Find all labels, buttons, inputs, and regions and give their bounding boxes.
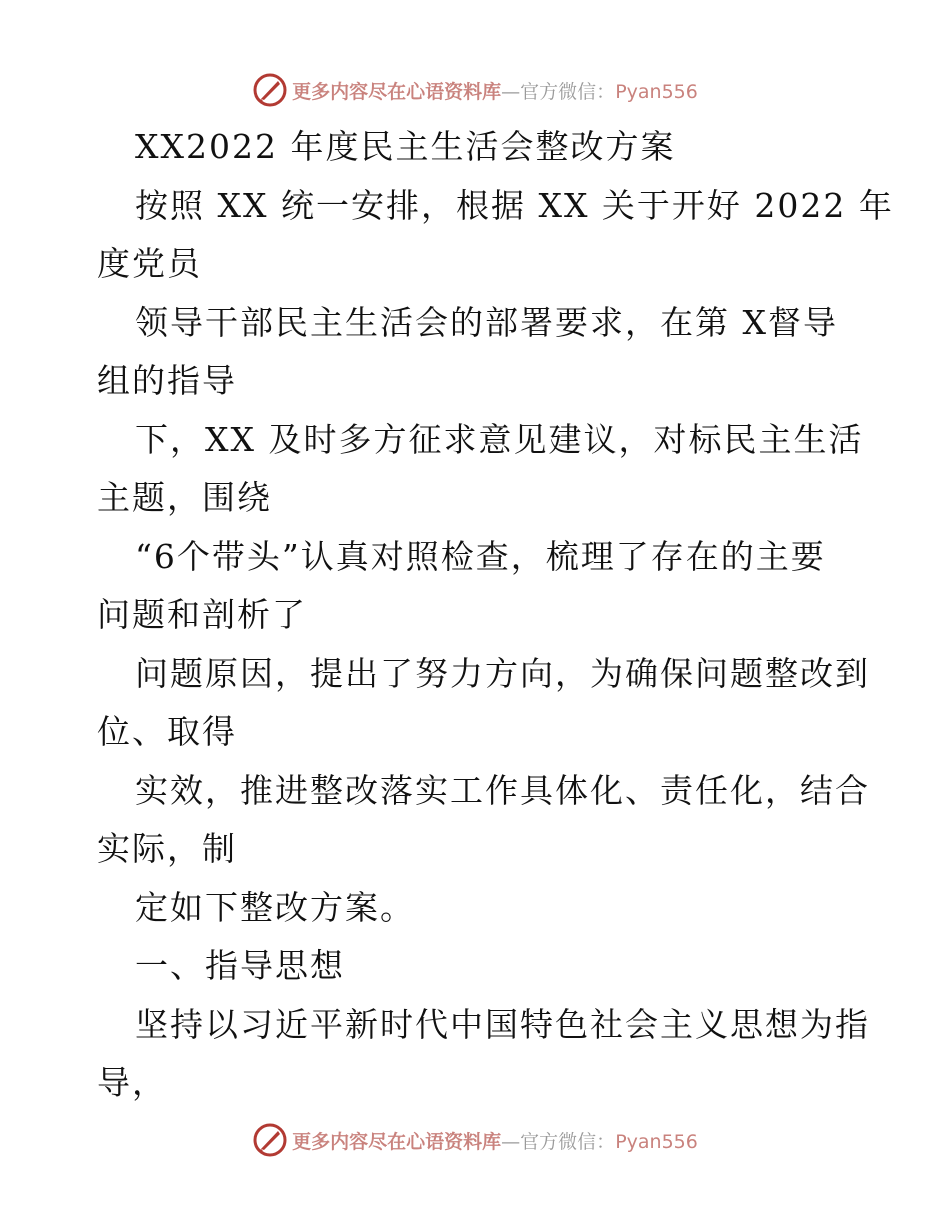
paragraph-line: 领导干部民主生活会的部署要求，在第 X督导 xyxy=(135,302,838,342)
footer-watermark-banner xyxy=(0,1120,950,1160)
paragraph-line: 导， xyxy=(97,1063,167,1102)
header-watermark-banner xyxy=(0,70,950,110)
watermark-text: 更多内容尽在心语资料库—官方微信：Pyan556 xyxy=(292,80,698,103)
paragraph-line: 主题，围绕 xyxy=(97,478,272,517)
paragraph-line: 实际，制 xyxy=(97,829,237,868)
paragraph-line: 问题原因，提出了努力方向，为确保问题整改到 xyxy=(135,653,870,693)
document-title: XX2022 年度民主生活会整改方案 xyxy=(135,127,676,166)
paragraph-line: 下，XX 及时多方征求意见建议，对标民主生活 xyxy=(135,419,864,459)
paragraph-line: 组的指导 xyxy=(97,361,237,400)
paragraph-line: 实效，推进整改落实工作具体化、责任化，结合 xyxy=(135,770,870,810)
paragraph-line: 问题和剖析了 xyxy=(97,595,307,634)
section-heading: 一、指导思想 xyxy=(135,946,345,985)
quill-pen-icon xyxy=(252,72,288,108)
quill-pen-icon xyxy=(252,1122,288,1158)
paragraph-line: “6个带头”认真对照检查，梳理了存在的主要 xyxy=(135,536,826,576)
paragraph-line: 坚持以习近平新时代中国特色社会主义思想为指 xyxy=(135,1004,870,1044)
watermark-text: 更多内容尽在心语资料库—官方微信：Pyan556 xyxy=(292,1130,698,1153)
document-body xyxy=(97,118,894,1113)
paragraph-line: 定如下整改方案。 xyxy=(135,887,415,927)
paragraph-line: 按照 XX 统一安排，根据 XX 关于开好 2022 年 xyxy=(135,185,894,225)
paragraph-line: 度党员 xyxy=(97,244,202,283)
paragraph-line: 位、取得 xyxy=(97,712,237,751)
